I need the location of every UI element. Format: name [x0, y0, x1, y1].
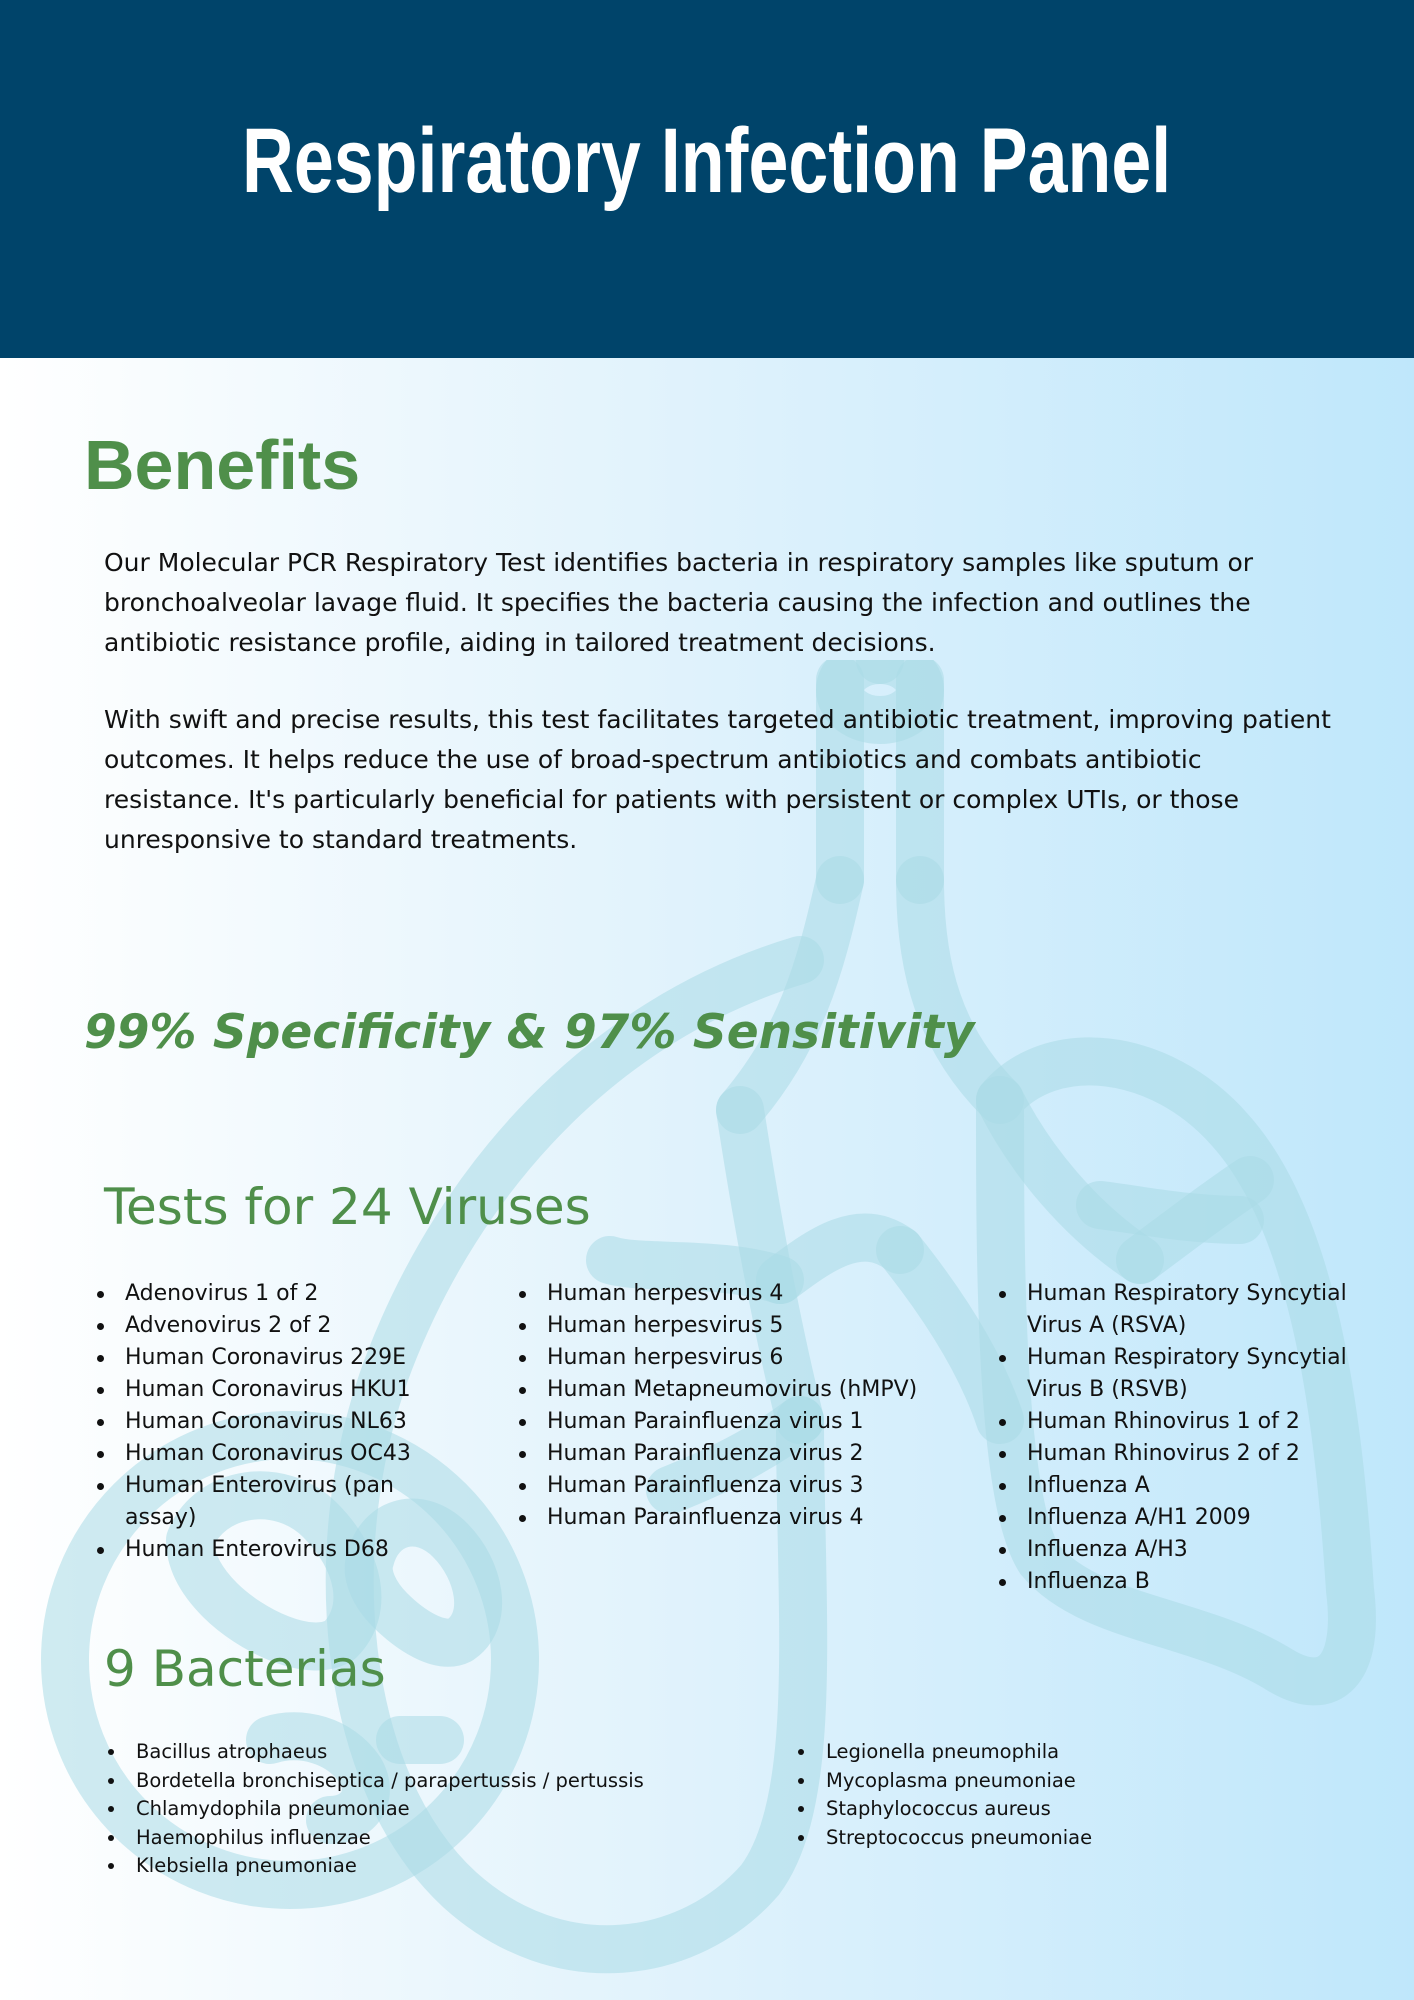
- list-item: Human Enterovirus (pan assay): [97, 1470, 427, 1534]
- list-item: Bacillus atrophaeus: [108, 1738, 708, 1767]
- list-item: Legionella pneumophila: [798, 1738, 1298, 1767]
- list-item: Human Parainfluenza virus 2: [519, 1438, 959, 1470]
- list-item: Human Parainfluenza virus 1: [519, 1406, 959, 1438]
- bacteria-heading: 9 Bacterias: [104, 1640, 386, 1698]
- benefits-paragraph-2: With swift and precise results, this test facilitates targeted antibiotic treatment, improving patient outcomes. It helps reduce the use of broad-spectrum antibiotics and combats antibiotic resistance. It's particularly beneficial for patients with persistent or complex UTIs, or those unresponsive to standard treatments.: [104, 705, 1331, 854]
- list-item: Human Enterovirus D68: [97, 1534, 427, 1566]
- list-item: Human Coronavirus 229E: [97, 1342, 427, 1374]
- list-item: Human Respiratory Syncytial Virus B (RSVB): [999, 1342, 1379, 1406]
- list-item: Human herpesvirus 4: [519, 1278, 959, 1310]
- list-item: Human herpesvirus 6: [519, 1342, 959, 1374]
- bacteria-list-column-1: [108, 1738, 708, 1881]
- list-item: Human herpesvirus 5: [519, 1310, 959, 1342]
- list-item: Influenza B: [999, 1566, 1379, 1598]
- list-item: Influenza A/H1 2009: [999, 1502, 1379, 1534]
- virus-list-column-1: [97, 1278, 427, 1566]
- viruses-heading: Tests for 24 Viruses: [104, 1178, 591, 1236]
- list-item: Human Parainfluenza virus 4: [519, 1502, 959, 1534]
- specificity-sensitivity-heading: 99% Specificity & 97% Sensitivity: [84, 1005, 975, 1060]
- list-item: Human Coronavirus NL63: [97, 1406, 427, 1438]
- bacteria-list-column-2: [798, 1738, 1298, 1852]
- list-item: Human Coronavirus HKU1: [97, 1374, 427, 1406]
- list-item: Mycoplasma pneumoniae: [798, 1767, 1298, 1796]
- benefits-heading: Benefits: [84, 426, 361, 504]
- list-item: Chlamydophila pneumoniae: [108, 1795, 708, 1824]
- list-item: Human Rhinovirus 2 of 2: [999, 1438, 1379, 1470]
- list-item: Human Parainfluenza virus 3: [519, 1470, 959, 1502]
- list-item: Klebsiella pneumoniae: [108, 1852, 708, 1881]
- list-item: Adenovirus 1 of 2: [97, 1278, 427, 1310]
- list-item: Advenovirus 2 of 2: [97, 1310, 427, 1342]
- list-item: Human Rhinovirus 1 of 2: [999, 1406, 1379, 1438]
- list-item: Human Coronavirus OC43: [97, 1438, 427, 1470]
- list-item: Influenza A/H3: [999, 1534, 1379, 1566]
- virus-list-column-2: [519, 1278, 959, 1534]
- virus-list-column-3: [999, 1278, 1379, 1598]
- list-item: Bordetella bronchiseptica / parapertussis / pertussis: [108, 1767, 708, 1796]
- list-item: Streptococcus pneumoniae: [798, 1824, 1298, 1853]
- page-title: Respiratory Infection Panel: [242, 109, 1172, 212]
- list-item: Influenza A: [999, 1470, 1379, 1502]
- benefits-paragraph-1: Our Molecular PCR Respiratory Test identifies bacteria in respiratory samples like sputum or bronchoalveolar lavage fluid. It specifies the bacteria causing the infection and outlines the antibiotic resistance profile, aiding in tailored treatment decisions.: [104, 548, 1254, 657]
- list-item: Human Metapneumovirus (hMPV): [519, 1374, 959, 1406]
- list-item: Haemophilus influenzae: [108, 1824, 708, 1853]
- list-item: Staphylococcus aureus: [798, 1795, 1298, 1824]
- list-item: Human Respiratory Syncytial Virus A (RSVA): [999, 1278, 1379, 1342]
